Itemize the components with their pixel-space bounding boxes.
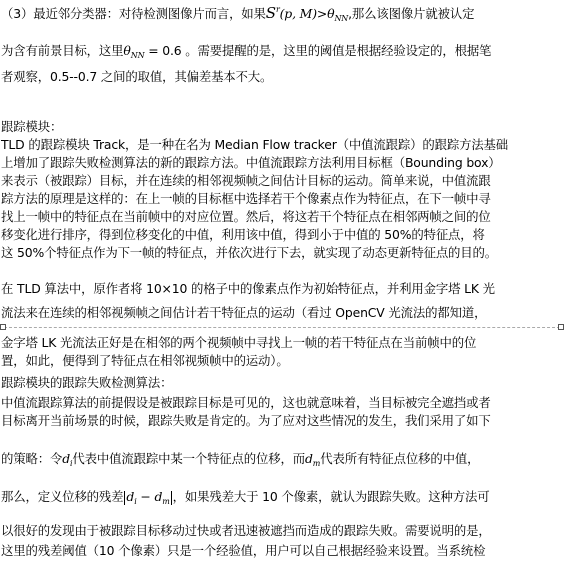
text-line-10: 移变化进行排序，得到位移变化的中值，利用该中值，得到小于中值的 50%的特征点，将 — [1, 227, 485, 242]
text-line-3: 者观察，0.5--0.7 之间的取值，其偏差基本不大。 — [1, 69, 273, 84]
text-line-2 — [1, 42, 491, 62]
line-20-tail: ，如果残差大于 10 个像素，就认为跟踪失败。这种方法可 — [172, 489, 490, 504]
text-line-11: 这 50%个特征点作为下一帧的特征点，并依次进行下去，就实现了动态更新特征点的目的。 — [1, 245, 498, 260]
text-line-18: 目标离开当前场景的时候，跟踪失败是肯定的。为了应对这些情况的发生，我们采用了如下 — [1, 413, 491, 428]
section-heading-failure: 跟踪模块的跟踪失败检测算法： — [1, 375, 173, 390]
residual-dm: d — [154, 489, 163, 504]
line-19-text: 的策略：令 — [1, 451, 63, 466]
text-line-17: 中值流跟踪算法的前提假设是被跟踪目标是可见的，这也就意味着，当目标被完全遮挡或者 — [1, 395, 491, 410]
resize-handle-left[interactable] — [0, 324, 6, 330]
line-19-mid: 代表中值流跟踪中某一个特征点的位移，而 — [72, 451, 305, 466]
line-20-text: 那么，定义位移的残差 — [1, 489, 124, 504]
formula-dm: d — [305, 451, 313, 466]
formula-gt: > — [316, 6, 328, 21]
formula-theta-sub: NN — [334, 14, 349, 23]
text-line-8: 踪方法的原理是这样的：在上一帧的目标框中选择若干个像素点作为特征点，在下一帧中寻 — [1, 191, 491, 206]
text-line-1 — [1, 4, 474, 25]
line-19-tail: 代表所有特征点位移的中值， — [320, 451, 480, 466]
line-1-text: （3）最近邻分类器：对待检测图像片而言，如果 — [1, 6, 266, 21]
text-line-5: TLD 的跟踪模块 Track，是一种在名为 Median Flow tracker（中值流跟踪）的跟踪方法基础 — [1, 137, 509, 152]
residual-di: d — [126, 489, 135, 504]
line-2-text: 为含有前景目标，这里 — [1, 43, 124, 58]
formula-dm-sub: m — [312, 459, 321, 468]
formula-args: (p, M) — [279, 6, 317, 21]
text-line-6: 上增加了跟踪失败检测算法的新的跟踪方法。中值流跟踪方法利用目标框（Bounding box） — [1, 155, 501, 170]
text-line-20 — [1, 488, 490, 508]
section-heading-tracking: 跟踪模块： — [1, 119, 63, 134]
text-line-21: 以很好的发现由于被跟踪目标移动过快或者迅速被遮挡而造成的跟踪失败。需要说明的是， — [1, 523, 491, 538]
text-line-9: 找上一帧中的特征点在当前帧中的对应位置。然后，将这若干个特征点在相邻两帧之间的位 — [1, 209, 491, 224]
residual-dm-sub: m — [162, 497, 170, 506]
residual-di-sub: i — [134, 497, 137, 506]
line-2-tail: = 0.6 。需要提醒的是，这里的阈值是根据经验设定的，根据笔 — [148, 43, 492, 58]
text-line-15: 置，如此，便得到了特征点在相邻视频帧中的运动）。 — [1, 353, 289, 368]
text-line-12: 在 TLD 算法中，原作者将 10×10 的格子中的像素点作为初始特征点，并利用金字塔 LK 光 — [1, 281, 495, 296]
text-line-22: 这里的残差阈值（10 个像素）只是一个经验值，用户可以自己根据经验来设置。当系统检 — [1, 543, 486, 558]
residual-minus: − — [136, 489, 155, 504]
text-line-13: 流法来在连续的相邻视频帧之间估计若干特征点的运动（看过 OpenCV 光流法的都知道， — [1, 305, 487, 320]
formula-s-sup: r — [275, 5, 280, 14]
resize-handle-right[interactable] — [558, 324, 564, 330]
line-1-tail: ,那么该图像片就被认定 — [348, 6, 475, 21]
text-line-7: 来表示（被跟踪）目标，并在连续的相邻视频帧之间估计目标的运动。简单来说，中值流跟 — [1, 173, 491, 188]
page-break-guide — [4, 327, 560, 328]
text-line-19 — [1, 450, 479, 470]
formula-di-sub: i — [70, 459, 73, 468]
abs-bar-right — [171, 491, 172, 505]
formula-s: S — [265, 4, 276, 22]
threshold-theta-sub: NN — [130, 51, 145, 60]
formula-theta: θ — [327, 6, 335, 21]
threshold-theta: θ — [123, 43, 131, 58]
text-line-14: 金字塔 LK 光流法正好是在相邻的两个视频帧中寻找上一帧的若干特征点在当前帧中的位 — [1, 335, 477, 350]
formula-di: d — [62, 451, 70, 466]
